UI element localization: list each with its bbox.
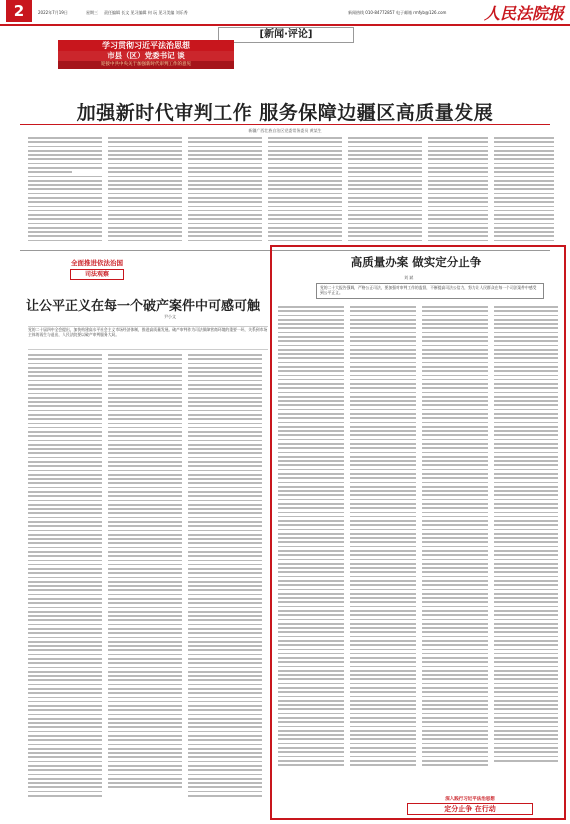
banner-line-3: 迎接中共中央关于加强新时代审判工作的意见 — [58, 61, 234, 69]
right-column-3 — [422, 306, 488, 784]
banner-line-2: 市县（区）党委书记 谈 — [58, 51, 234, 61]
main-column-4 — [268, 137, 342, 245]
page-number: 2 — [6, 0, 32, 22]
right-article-title: 高质量办案 做实定分止争 — [350, 255, 482, 269]
main-column-2 — [108, 137, 182, 245]
editor-credits: 责任编辑 长文 见习编辑 何 玩 见习美编 刘乐秀 — [104, 10, 188, 15]
section-label: [新闻·评论] — [218, 27, 354, 43]
weekday: 星期三 — [86, 10, 98, 15]
main-column-7 — [494, 137, 554, 245]
left-article-author: 尹小文 — [164, 314, 176, 319]
series-tag-box: 定分止争 在行动 — [407, 803, 533, 815]
left-article-lead: 党的二十届四中全会提出，加快构建高水平社会主义市场经济体制，推进高质量发展。破产审判作为司法保障营商环境的重要一环，关系到市场主体的再生与退出，人民法院要以破产审判服务大局。 — [28, 326, 268, 350]
banner-line-1: 学习贯彻习近平法治思想 — [58, 40, 234, 51]
right-article-author: 刘 斌 — [404, 275, 414, 280]
right-column-2 — [350, 306, 416, 784]
left-column-2 — [108, 354, 182, 816]
right-article-lead: 党的二十大报告强调，严格公正司法，要加强对审判工作的监督，不断提高司法公信力，努力让人民群众在每一个司法案件中感受到公平正义。 — [316, 283, 544, 299]
left-kicker-top: 全面推进依法治国 — [71, 259, 123, 267]
contact-info: 新闻热线 010-84772857 电子邮箱 rmfyb@126.com — [348, 10, 447, 15]
main-headline: 加强新时代审判工作 服务保障边疆区高质量发展 — [76, 102, 494, 124]
main-column-5 — [348, 137, 422, 245]
newspaper-logo: 人民法院报 — [484, 4, 565, 23]
issue-date: 2022年7月19日 — [38, 10, 68, 15]
left-kicker-box: 司法观察 — [70, 269, 124, 280]
headline-rule — [20, 124, 550, 125]
series-tag — [407, 796, 533, 812]
left-column-1 — [28, 354, 102, 816]
main-column-3 — [188, 137, 262, 245]
left-article-title: 让公平正义在每一个破产案件中可感可触 — [26, 299, 261, 314]
series-tag-top: 深入践行习近平法治思想 — [445, 797, 495, 802]
left-kicker — [52, 258, 142, 284]
right-column-1 — [278, 306, 344, 784]
main-column-1 — [28, 137, 102, 245]
main-column-6 — [428, 137, 488, 245]
right-column-4 — [494, 306, 558, 784]
left-column-3 — [188, 354, 262, 816]
main-byline: 新疆广西壮族自治区党委常务委员 黄某生 — [248, 128, 322, 133]
